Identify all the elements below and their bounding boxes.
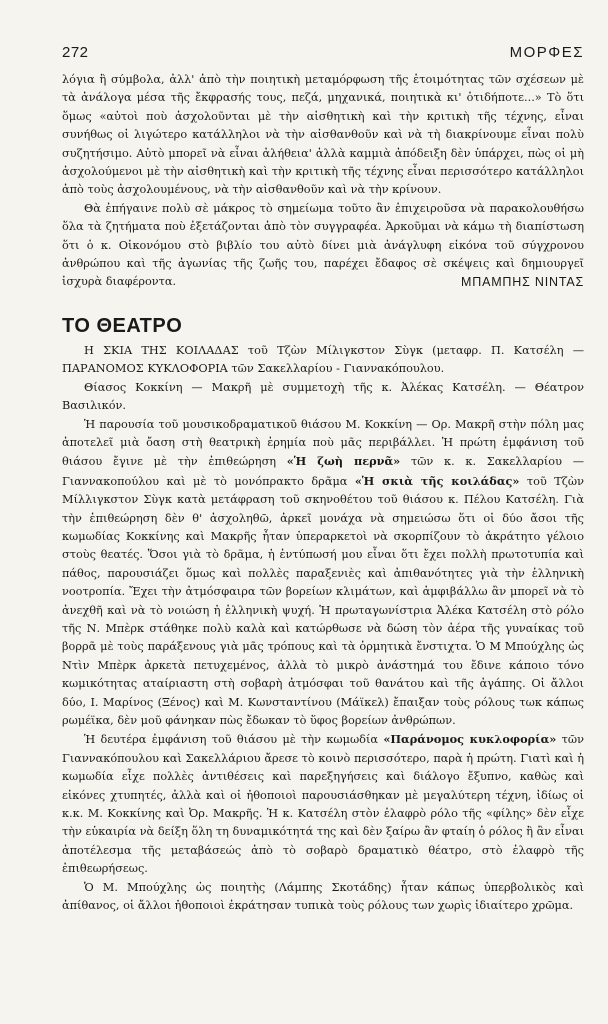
review-p1-text-e: τοῦ Τζὼν Μίλλιγκστον Σὺγκ κατὰ μετάφραση τοῦ σκηνοθέτου τοῦ θιάσου κ. Πέλου Κατσέλη. Γιὰ τὴν ἐπιθεώρηση δὲν θ' ἀσχοληθῶ, ἀρκεῖ μονάχα νὰ σημειώσω ὅτι οἱ δύο ἄσοι τῆς κωμωδίας Κοκκίνης καὶ Μακρῆς ἦταν ὑπεραρκετοὶ νὰ σκορπίζουν τὸ ἀκράτητο γέλοιο στοὺς θεατές. Ὅσοι γιὰ τὸ δρᾶμα, ἡ ἐντύπωσή μου εἶναι ὅτι ἔχει πολλὴ πρωτοτυπία καὶ πάθος, παρουσιάζει ὅμως καὶ πολλὲς παραξενιὲς καὶ ἀπιθανότητες γιὰ τὴν ἑλληνικὴ νοοτροπία. Ἔχει τὴν ἀτμόσφαιρα τῶν βορείων κλιμάτων, καὶ ἀμφιβάλλω ἂν μπορεῖ νὰ τὸ ἀνεχθῆ καὶ νὰ τὸ νοιώση ἡ ἑλληνικὴ ψυχή. Ἡ πρωταγωνίστρια Ἀλέκα Κατσέλη στὸ ρόλο τῆς Ν. Μπὲρκ στάθηκε πολὺ καλὰ καὶ κατώρθωσε νὰ δώση τὸν ἀέρα τῆς γυναίκας τοῦ βορρᾶ μὲ τοὺς παράξενους γιὰ μᾶς τρόπους καὶ τὰ ὁρμητικὰ ἔνστιχτα. Ὁ Μ Μπούχλης ὡς Ντὶν Μπὲρκ ἀρκετὰ πετυχεμένος, ἀλλὰ τὸ μικρὸ ἀνάστημά του ἔδινε κάποιο τόνο κωμικότητας αταίριαστη στὴ σοβαρὴ ἀτμόσφαι τοῦ θανάτου καὶ τῆς ἀγάπης. Οἱ ἄλλοι δύο, Ι. Μαρίνος (Ξένος) καὶ Μ. Κωνσταντίνου (Μάϊκελ) ἔπαιξαν τοὺς ρόλους τωκ κάπως ρωμέϊκα, δὲν μοῦ φάνηκαν πὼς ἔδωκαν τὸ ὕφος βορείων ἀνθρώπων. [62, 474, 584, 728]
author-signature: ΜΠΑΜΠΗΣ ΝΙΝΤΑΣ [461, 275, 584, 290]
review-paragraph-2 [62, 730, 584, 878]
review-paragraph-3: Ὁ Μ. Μπούχλης ὡς ποιητὴς (Λάμπης Σκοτάδης) ἦταν κάπως ὑπερβολικὸς καὶ ἀπίθανος, οἱ ἄλλοι ἠθοποιοὶ ἐκράτησαν τυπικὰ τοὺς ρόλους των χωρὶς ἰδιαίτερο χρῶμα. [62, 880, 584, 913]
title-i-zoi-perna: «Ἡ ζωὴ περνᾶ» [286, 454, 401, 469]
review-intro-plays: Η ΣΚΙΑ ΤΗΣ ΚΟΙΛΑΔΑΣ τοῦ Τζὼν Μίλιγκστον Σὺγκ (μεταφρ. Π. Κατσέλη — ΠΑΡΑΝΟΜΟΣ ΚΥΚΛΟΦΟΡΙΑ τῶν Σακελλαρίου - Γιαννακόπουλου. [62, 343, 584, 376]
section-heading: ΤΟ ΘΕΑΤΡΟ [62, 314, 183, 337]
previous-article [62, 71, 584, 293]
review-p2-text-a: Ἡ δευτέρα ἐμφάνιση τοῦ θιάσου μὲ τὴν κωμωδία [84, 733, 384, 747]
review-p2-text-c: τῶν Γιαννακόπουλου καὶ Σακελλάριου ἄρεσε τὸ κοινὸ περισσότερο, παρὰ ἡ πρώτη. Γιατὶ καὶ ἡ κωμωδία εἶχε πολλὲς ἀντιθέσεις καὶ παρεξηγήσεις καὶ διάλογο ἔξυπνο, καθὼς καὶ εἰκόνες χτυπητές, ἀλλὰ καὶ οἱ ἠθοποιοὶ παρουσιάσθηκαν μὲ μεγαλύτερη τέχνη, ἰδίως οἱ κ.κ. Μ. Κοκκίνης καὶ Ὀρ. Μακρῆς. Ἡ κ. Κατσέλη στὸν ἐλαφρὸ ρόλο τῆς «φίλης» δὲν εἶχε τὴν εὐκαιρία νὰ δείξη ὅλη τη δυναμικότητά της καὶ δὲν ξαίρω ἂν φταίη ὁ ρόλος ἢ ἂν εἶναι ἀποτέλεσμα τῆς μεταβάσεώς ἀπὸ τὸ σοβαρὸ δραματικὸ θέατρο, στὸ ἐλαφρὸ τῆς ἐπιθεωρήσεως. [62, 733, 584, 876]
review-intro-troupe: Θίασος Κοκκίνη — Μακρῆ μὲ συμμετοχὴ τῆς κ. Ἀλέκας Κατσέλη. — Θέατρον Βασιλικόν. [62, 380, 584, 413]
previous-article-paragraph-1: λόγια ἢ σύμβολα, ἀλλ' ἀπὸ τὴν ποιητικὴ μεταμόρφωση τῆς ἑτοιμότητας τῶν σχέσεων μὲ τὰ ἀνάλογα μέσα τῆς ἔκφρασής τους, πεζά, μηχανικά, ποιητικὰ κι' ὁτιδήποτε...» Τὸ ὅτι ὅμως «αὐτοὶ ποὺ ἀσχολοῦνται μὲ τὴν αἰσθητικὴ καὶ τὴν κριτικὴ τῆς τέχνης, εἶναι συνήθως οἱ λιγώτερο κατάλληλοι νὰ τὴν αἰσθανθοῦν καὶ νὰ τὴ διακρίνουμε εἶναι πολὺ συζητήσιμο. Αὐτὸ μπορεῖ νὰ εἶναι ἀλήθεια' ἀλλὰ καμμιὰ ἀπόδειξη δὲν ὑπάρχει, πὼς οἱ μὴ ἀσχολούμενοι μὲ τὴν αἰσθητικὴ καὶ τὴν κριτικὴ τῆς τέχνης εἶναι περισσότερο κατάλληλοι ἀπὸ τοὺς ἀσχολουμένους, νὰ τὴν αἰσθανθοῦν καὶ νὰ τὴν κρίνουν. [62, 73, 584, 197]
title-i-skia-tis-koiladas: «Ἡ σκιὰ τῆς κοιλάδας» [354, 473, 520, 488]
review-paragraph-1 [62, 416, 584, 731]
title-paranomos-kykloforia: «Παράνομος κυκλοφορία» [383, 732, 557, 747]
page-number: 272 [62, 44, 89, 61]
previous-article-paragraph-2: Θὰ ἐπήγαινε πολὺ σὲ μάκρος τὸ σημείωμα τοῦτο ἂν ἐπιχειροῦσα νὰ παρακολουθήσω ὅλα τὰ ζητήματα ποὺ ἐξετάζονται ἀπὸ τὸν συγγραφέα. Ἀρκοῦμαι νὰ κάμω τὴ διαπίστωση ὅτι ὁ κ. Οἰκονόμου στὸ βιβλίο του αὐτὸ δίνει μιὰ ἀνάγλυφη εἰκόνα τοῦ σύγχρονου ἀνθρώπου καὶ τῆς ἀγωνίας τῆς ζωῆς του, παρέχει ἔδαφος σὲ σκέψεις καὶ δημιουργεῖ ἰσχυρὰ διαφέροντα. [62, 201, 584, 289]
review-p1-text-c: τῶν κ. κ. Σακελλαρίου — Γιαννακοπούλου καὶ μὲ τὸ μονόπρακτο δρᾶμα [62, 455, 584, 488]
running-title: ΜΟΡΦΕΣ [509, 44, 584, 61]
review-p1-text-a: Ἡ παρουσία τοῦ μουσικοδραματικοῦ θιάσου Μ. Κοκκίνη — Ορ. Μακρῆ στὴν πόλη μας ἀποτελεῖ μιὰ ὄαση στὴ θεατρικὴ ἐρημία ποὺ μᾶς περιβάλλει. Ἡ πρώτη ἐμφάνιση τοῦ θιάσου ἔγινε μὲ τὴν ἐπιθεώρηση [62, 417, 584, 469]
theatre-review [62, 342, 584, 916]
page-header [62, 44, 584, 61]
